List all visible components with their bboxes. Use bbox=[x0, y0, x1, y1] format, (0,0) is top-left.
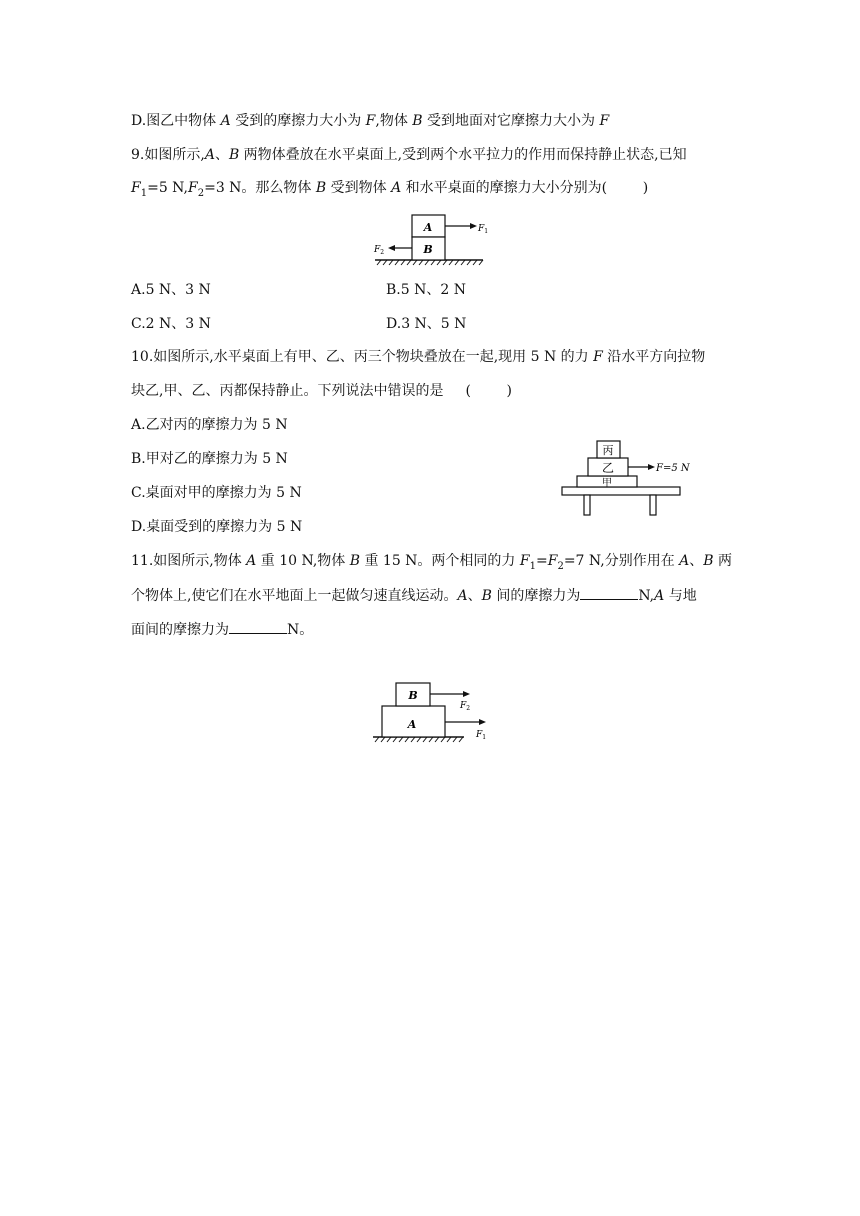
stem-text: =7 N,分别作用在 bbox=[563, 553, 680, 569]
force-f2-label: $F_2$ bbox=[374, 245, 385, 256]
stem-text: =3 N。那么物体 bbox=[204, 180, 316, 196]
q10-option-c bbox=[131, 483, 302, 503]
q8-option-d bbox=[131, 111, 609, 131]
answer-paren: ( ) bbox=[465, 383, 512, 399]
stem-text: 、 bbox=[467, 588, 482, 604]
stem-text: 重 15 N。两个相同的力 bbox=[360, 553, 520, 569]
table-top bbox=[562, 487, 680, 495]
arrowhead-icon bbox=[648, 464, 655, 470]
stem-text: 9.如图所示, bbox=[131, 147, 205, 163]
option-label: B. bbox=[386, 282, 401, 298]
q9-option-c bbox=[131, 314, 211, 334]
force-f1-label: $F_1$ bbox=[478, 224, 489, 235]
option-text: 甲对乙的摩擦力为 5 N bbox=[145, 451, 288, 467]
stem-text: =5 N, bbox=[147, 180, 188, 196]
arrowhead-icon bbox=[463, 691, 470, 697]
q10-figure bbox=[555, 433, 695, 521]
stem-text: 两 bbox=[713, 553, 733, 569]
answer-paren-space bbox=[607, 180, 643, 196]
q9-option-a bbox=[131, 280, 211, 300]
q9-stem-line1 bbox=[131, 145, 687, 165]
stem-text: 重 10 N,物体 bbox=[256, 553, 350, 569]
q10-stem-line1 bbox=[131, 347, 705, 367]
var-f: F bbox=[131, 180, 141, 196]
option-text: 图乙中物体 bbox=[146, 113, 221, 129]
block-b-label: B bbox=[423, 243, 433, 256]
block-bing-label: 丙 bbox=[602, 444, 614, 457]
var-a: A bbox=[679, 553, 690, 569]
stem-text: N。 bbox=[287, 622, 314, 638]
option-label: A. bbox=[131, 282, 146, 298]
force-f1-label: $F_1$ bbox=[476, 730, 487, 741]
option-label: D. bbox=[131, 519, 147, 535]
stem-text: N, bbox=[638, 588, 655, 604]
q9-stem-line2 bbox=[131, 178, 648, 204]
arrowhead-icon bbox=[470, 223, 477, 229]
block-a-label: A bbox=[407, 718, 417, 731]
stem-text: 10.如图所示,水平桌面上有甲、乙、丙三个物块叠放在一起,现用 5 N 的力 bbox=[131, 349, 594, 365]
stem-text: 两物体叠放在水平桌面上,受到两个水平拉力的作用而保持静止状态,已知 bbox=[239, 147, 687, 163]
q11-stem-line3 bbox=[131, 619, 313, 640]
var-a: A bbox=[654, 588, 665, 604]
option-text: 2 N、3 N bbox=[145, 316, 211, 332]
stem-text: 面间的摩擦力为 bbox=[131, 622, 229, 638]
q11-stem-line1 bbox=[131, 551, 732, 577]
var-f: F bbox=[547, 553, 558, 569]
var-f: F bbox=[365, 113, 376, 129]
option-label: C. bbox=[131, 485, 146, 501]
var-a: A bbox=[220, 113, 231, 129]
option-text: 3 N、5 N bbox=[401, 316, 467, 332]
stem-text: 沿水平方向拉物 bbox=[602, 349, 706, 365]
q10-option-d bbox=[131, 517, 302, 537]
stem-text: 块乙,甲、乙、丙都保持静止。下列说法中错误的是 bbox=[131, 383, 444, 399]
stem-text: 11.如图所示,物体 bbox=[131, 553, 247, 569]
stem-text: 、 bbox=[214, 147, 229, 163]
q10-option-a bbox=[131, 415, 288, 435]
stem-text: 间的摩擦力为 bbox=[491, 588, 581, 604]
option-text: 桌面受到的摩擦力为 5 N bbox=[146, 519, 303, 535]
answer-blank-1[interactable] bbox=[580, 585, 638, 600]
stem-text: 个物体上,使它们在水平地面上一起做匀速直线运动。 bbox=[131, 588, 458, 604]
option-text: 受到地面对它摩擦力大小为 bbox=[422, 113, 600, 129]
q11-stem-line2 bbox=[131, 585, 697, 606]
var-a: A bbox=[204, 147, 215, 163]
q9-figure bbox=[365, 210, 500, 270]
option-text: 乙对丙的摩擦力为 5 N bbox=[145, 417, 288, 433]
var-b: B bbox=[481, 588, 492, 604]
q9-option-b bbox=[386, 280, 466, 300]
var-f: F bbox=[599, 113, 610, 129]
option-text: 桌面对甲的摩擦力为 5 N bbox=[145, 485, 302, 501]
var-a: A bbox=[391, 180, 402, 196]
var-a: A bbox=[246, 553, 257, 569]
subscript: 2 bbox=[557, 560, 564, 572]
option-text: 5 N、3 N bbox=[145, 282, 211, 298]
q10-option-b bbox=[131, 449, 288, 469]
option-label: B. bbox=[131, 451, 146, 467]
option-text: ,物体 bbox=[375, 113, 413, 129]
option-label: A. bbox=[131, 417, 146, 433]
subscript: 1 bbox=[140, 187, 148, 199]
stem-text: 与地 bbox=[664, 588, 697, 604]
var-b: B bbox=[703, 553, 714, 569]
arrowhead-icon bbox=[388, 245, 395, 251]
stem-text: ) bbox=[642, 180, 649, 196]
q11-figure bbox=[370, 675, 495, 747]
var-f: F bbox=[519, 553, 530, 569]
q9-option-d bbox=[386, 314, 466, 334]
subscript: 1 bbox=[529, 560, 536, 572]
var-b: B bbox=[228, 147, 240, 163]
stem-text: 、 bbox=[689, 553, 704, 569]
var-b: B bbox=[349, 553, 361, 569]
var-f: F bbox=[593, 349, 603, 365]
block-jia-label: 甲 bbox=[602, 478, 612, 489]
stem-text: 和水平桌面的摩擦力大小分别为( bbox=[401, 180, 608, 196]
option-text: 受到的摩擦力大小为 bbox=[230, 113, 366, 129]
subscript: 2 bbox=[197, 187, 205, 199]
option-text: 5 N、2 N bbox=[400, 282, 466, 298]
var-f: F bbox=[188, 180, 198, 196]
stem-text: 受到物体 bbox=[326, 180, 392, 196]
option-label: D. bbox=[131, 113, 147, 129]
q10-stem-line2 bbox=[131, 381, 512, 401]
option-label: D. bbox=[386, 316, 402, 332]
arrowhead-icon bbox=[479, 719, 486, 725]
block-yi-label: 乙 bbox=[601, 461, 615, 475]
block-b-label: B bbox=[408, 689, 418, 702]
force-label: F=5 N bbox=[656, 463, 690, 474]
var-b: B bbox=[412, 113, 423, 129]
var-a: A bbox=[457, 588, 468, 604]
option-label: C. bbox=[131, 316, 146, 332]
force-f2-label: $F_2$ bbox=[460, 701, 471, 712]
stem-text: = bbox=[535, 553, 548, 569]
answer-blank-2[interactable] bbox=[229, 619, 287, 634]
table-leg-right bbox=[650, 495, 656, 515]
block-a-label: A bbox=[423, 221, 433, 234]
var-b: B bbox=[315, 180, 327, 196]
table-leg-left bbox=[584, 495, 590, 515]
